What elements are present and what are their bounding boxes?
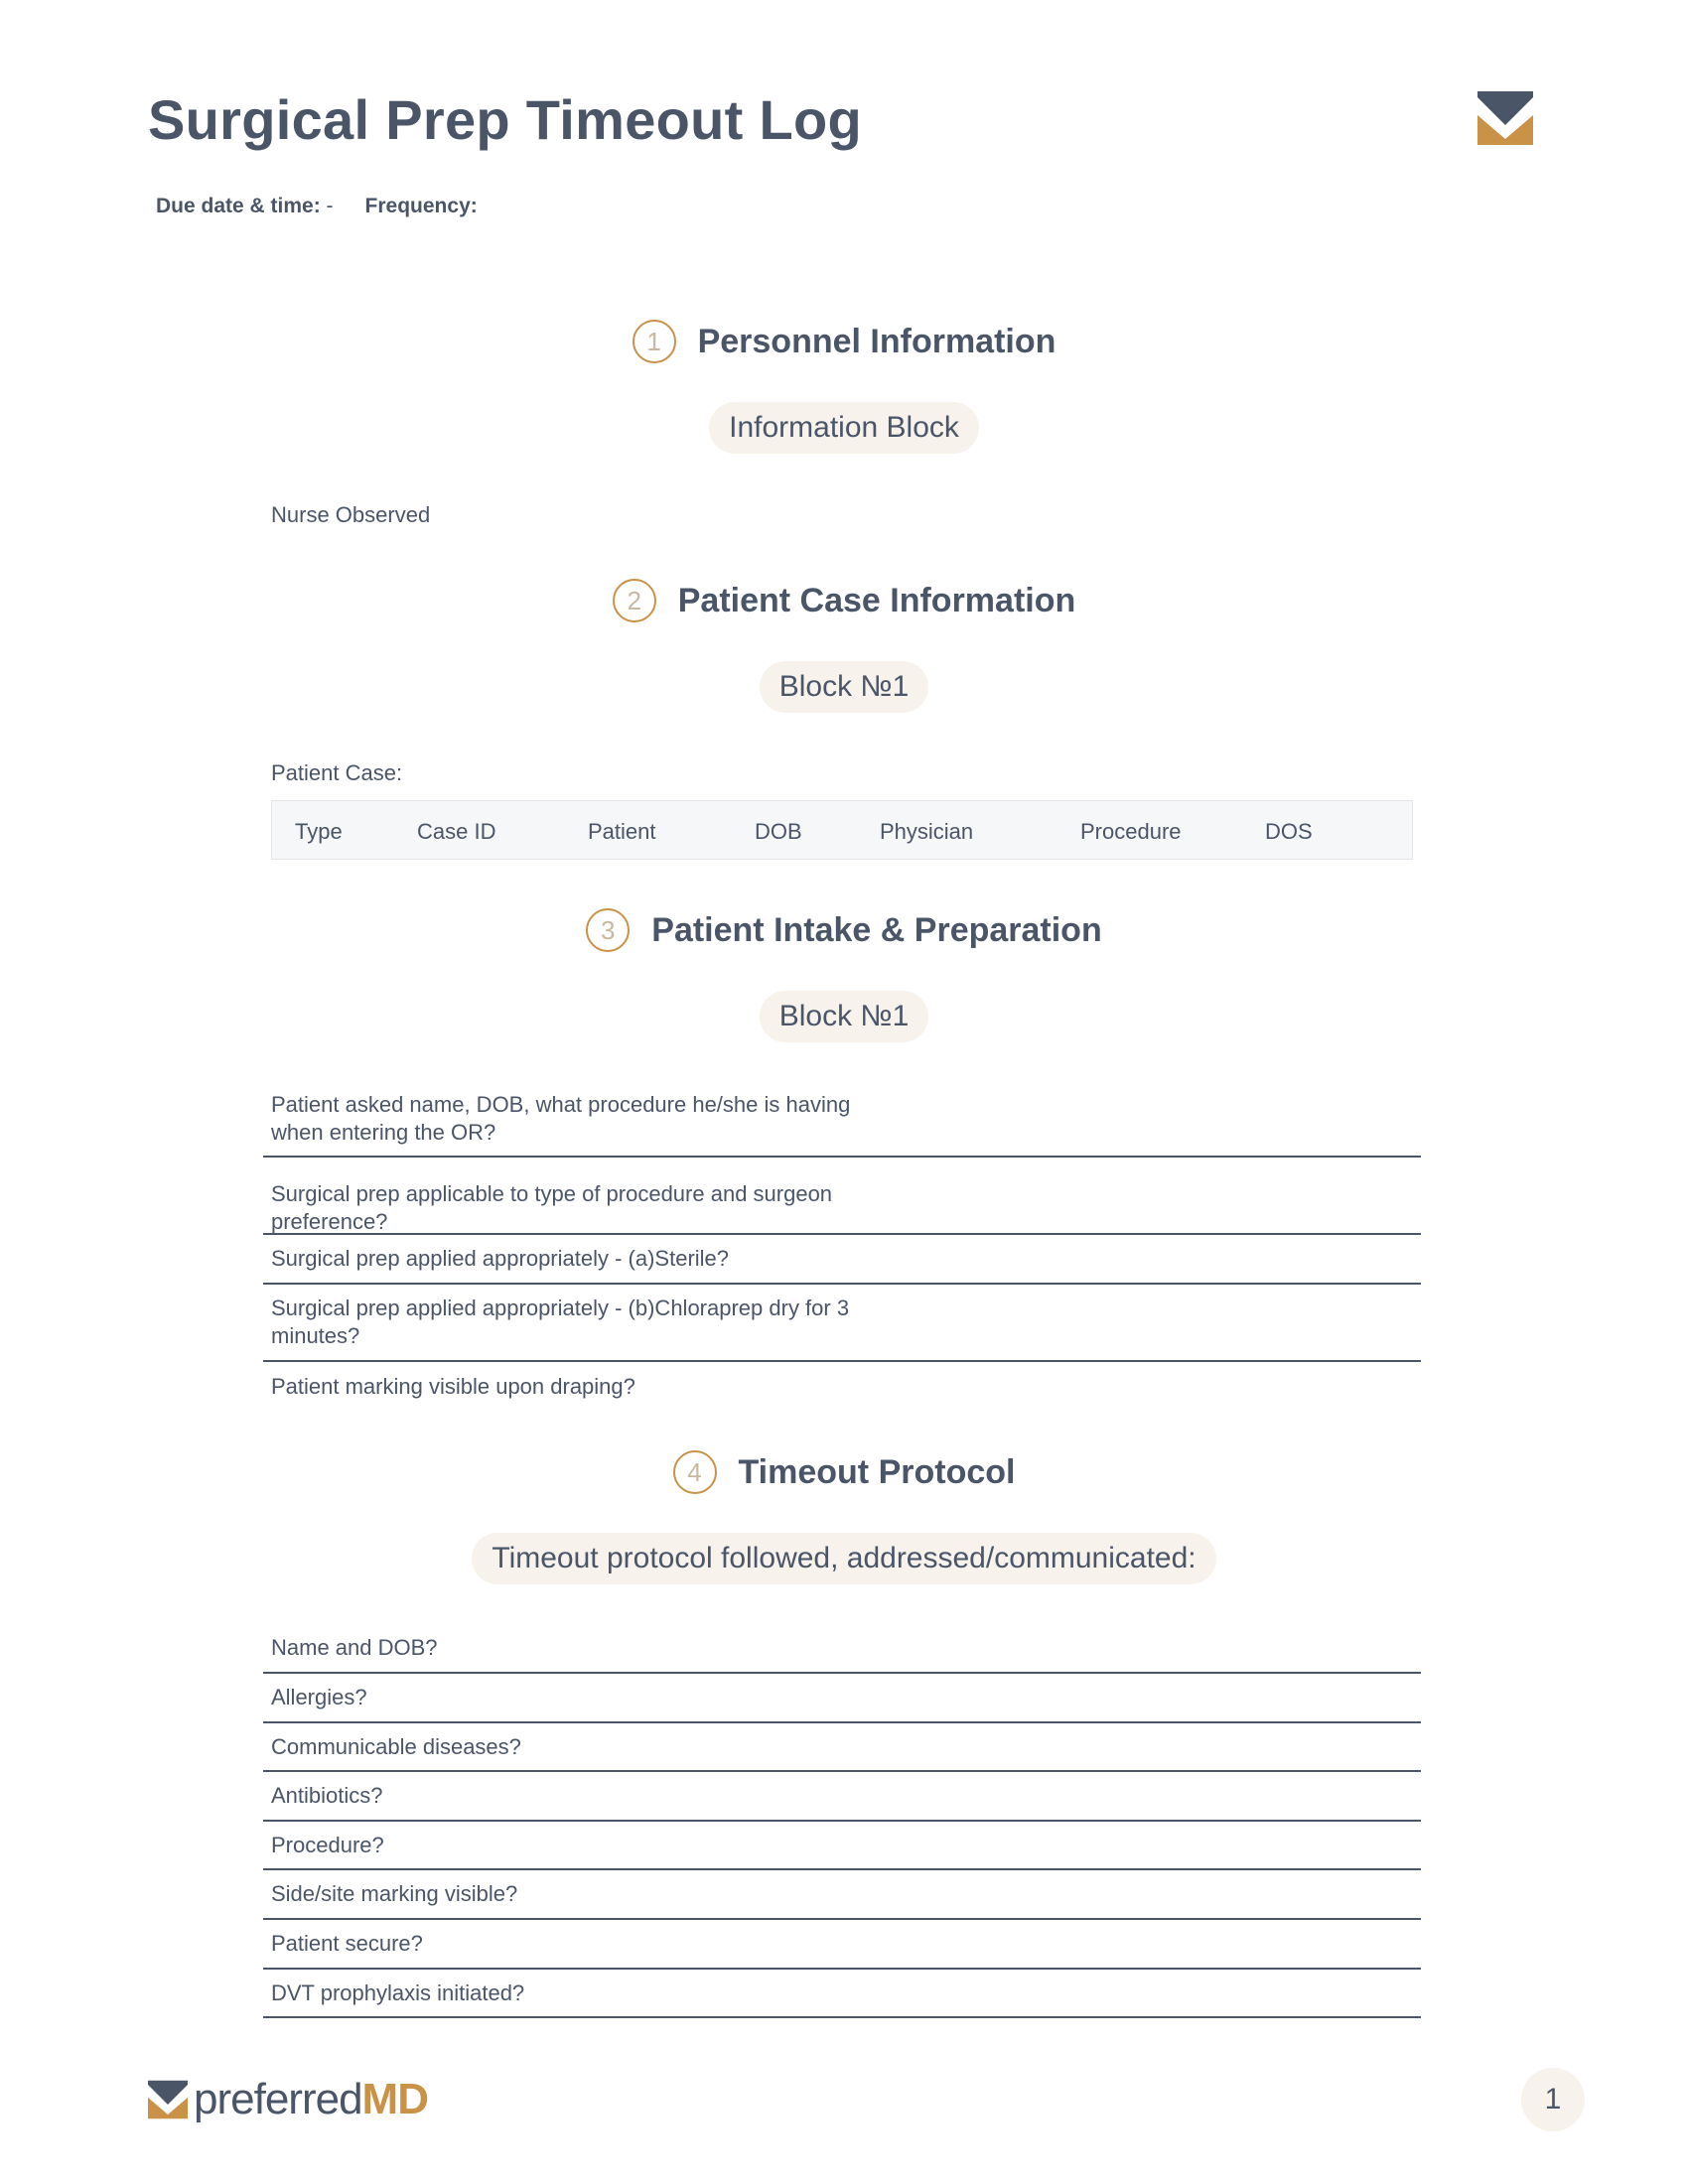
section-number: 4 (673, 1450, 717, 1494)
frequency (365, 195, 478, 218)
frequency-label: Frequency: (364, 195, 478, 217)
question-row[interactable]: Patient asked name, DOB, what procedure he/she is having when entering the OR? (263, 1082, 1421, 1158)
intake-question-list (263, 1082, 1421, 1412)
question-row[interactable]: Surgical prep applied appropriately - (b)Chloraprep dry for 3 minutes? (263, 1285, 1421, 1362)
column-header: Physician (880, 819, 974, 844)
question-row[interactable]: Patient secure? (263, 1920, 1421, 1970)
checkmark-logo-icon (148, 2080, 188, 2119)
question-row[interactable]: DVT prophylaxis initiated? (263, 1970, 1421, 2018)
question-row[interactable]: Procedure? (263, 1822, 1421, 1870)
block-pill: Block №1 (0, 661, 1688, 713)
section-number: 3 (586, 908, 630, 952)
meta-row (156, 195, 478, 218)
question-row[interactable]: Communicable diseases? (263, 1723, 1421, 1772)
question-row[interactable]: Side/site marking visible? (263, 1870, 1421, 1920)
timeout-protocol-pill: Timeout protocol followed, addressed/communicated: (0, 1533, 1688, 1584)
section-title: Personnel Information (697, 322, 1056, 360)
page-title: Surgical Prep Timeout Log (148, 88, 863, 151)
column-header: Patient (588, 819, 656, 844)
section-title: Patient Intake & Preparation (651, 910, 1102, 949)
column-header: DOB (755, 819, 802, 844)
section-patient-case-header (0, 577, 1688, 624)
checkmark-logo-icon (1477, 91, 1533, 145)
question-row[interactable]: Antibiotics? (263, 1772, 1421, 1822)
brand-wordmark (194, 2075, 428, 2124)
section-number: 1 (633, 320, 676, 363)
patient-case-label: Patient Case: (271, 760, 403, 785)
column-header: Type (295, 819, 343, 844)
section-intake-header (0, 906, 1688, 954)
column-header: DOS (1265, 819, 1313, 844)
section-number: 2 (613, 579, 656, 622)
information-block-pill: Information Block (0, 402, 1688, 454)
footer-brand-logo (148, 2075, 428, 2124)
question-row[interactable]: Surgical prep applied appropriately - (a)Sterile? (263, 1235, 1421, 1285)
section-personnel-header (0, 318, 1688, 365)
due-date-label: Due date & time: (156, 195, 321, 217)
question-row[interactable]: Allergies? (263, 1674, 1421, 1723)
page-number: 1 (1521, 2068, 1585, 2131)
nurse-observed-field[interactable]: Nurse Observed (271, 502, 431, 527)
brand-wordmark-plain: preferred (194, 2075, 362, 2123)
timeout-question-list (263, 1624, 1421, 2018)
due-date (156, 195, 334, 218)
question-row[interactable]: Name and DOB? (263, 1624, 1421, 1674)
column-header: Procedure (1080, 819, 1182, 844)
section-title: Patient Case Information (677, 581, 1076, 619)
question-row[interactable]: Patient marking visible upon draping? (271, 1374, 635, 1399)
block-pill: Block №1 (0, 991, 1688, 1042)
question-row[interactable]: Surgical prep applicable to type of procedure and surgeon preference? (263, 1158, 1421, 1235)
brand-wordmark-bold: MD (361, 2075, 428, 2123)
due-date-value: - (326, 195, 334, 217)
column-header: Case ID (417, 819, 496, 844)
section-timeout-header (0, 1448, 1688, 1496)
patient-case-table-header (271, 800, 1413, 860)
section-title: Timeout Protocol (738, 1452, 1016, 1491)
